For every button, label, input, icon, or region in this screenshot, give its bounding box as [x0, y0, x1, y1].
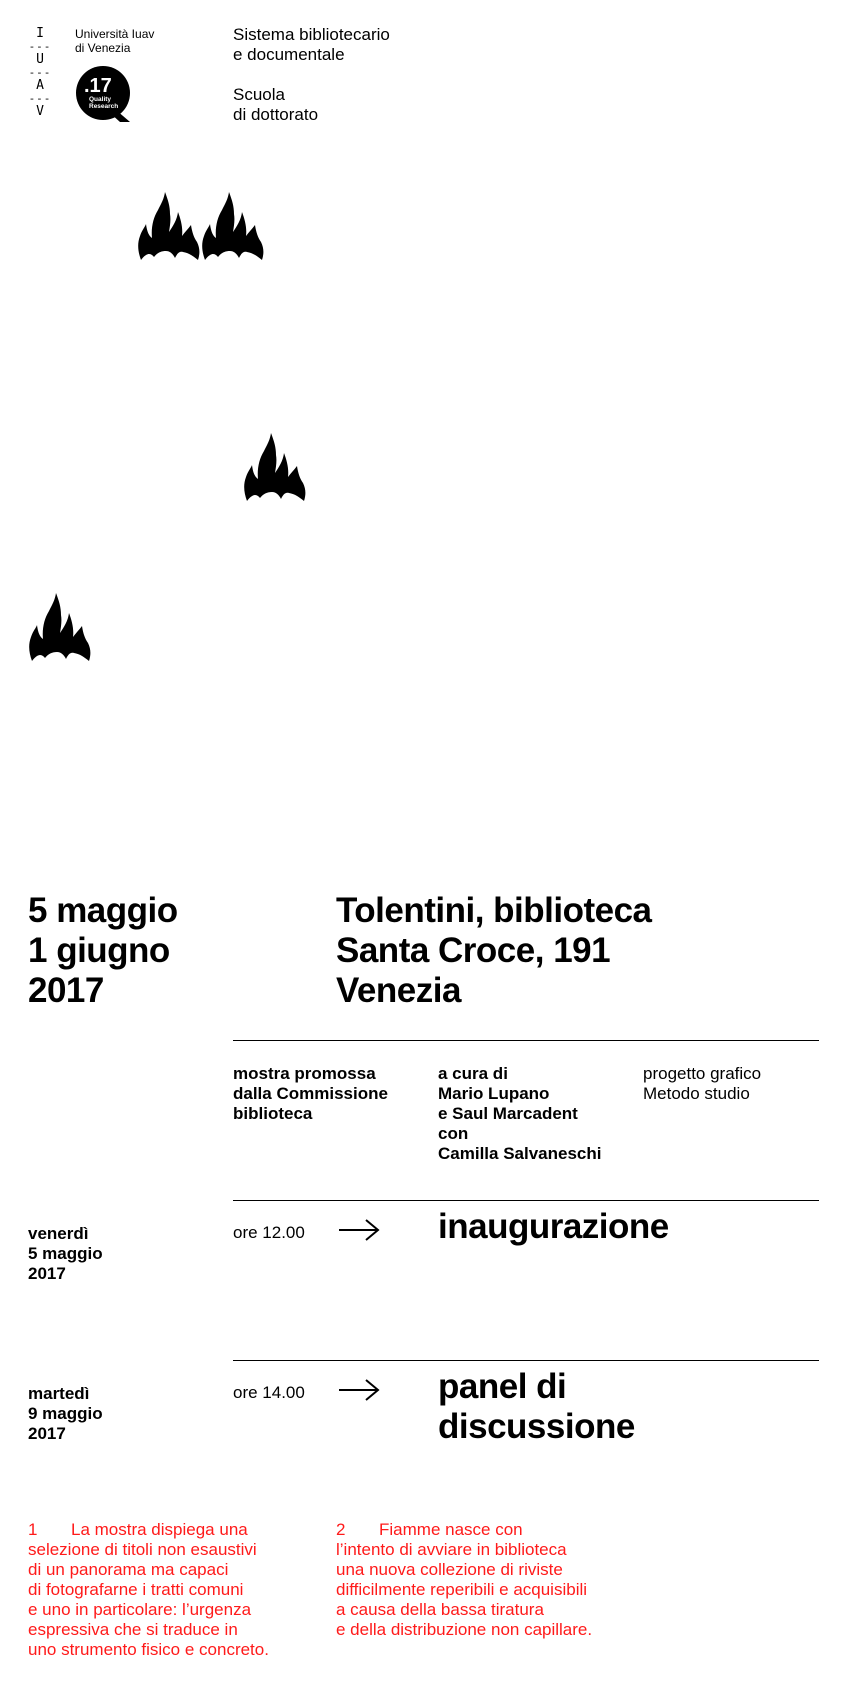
- divider: [233, 1360, 819, 1361]
- note-number: 2: [336, 1520, 346, 1539]
- note-1: 1 La mostra dispiega una selezione di titoli non esaustivi di un panorama ma capaci di fotografarne i tratti comuni e uno in particolare: l’urgenza espressiva che si traduce in uno strumento fisico e concreto.: [28, 1520, 269, 1659]
- badge-number: .17: [84, 75, 112, 97]
- divider: [233, 1040, 819, 1041]
- graphic-design: progetto grafico Metodo studio: [643, 1064, 762, 1103]
- flame-icon: [243, 431, 307, 503]
- badge-line-2: Research: [89, 103, 119, 110]
- university-name: Università Iuav di Venezia: [75, 27, 155, 55]
- flame-icon: [28, 591, 92, 663]
- badge-line-1: Quality: [89, 96, 112, 103]
- event-title: inaugurazione: [438, 1207, 669, 1246]
- event-date: venerdì 5 maggio 2017: [28, 1224, 103, 1283]
- arrow-right-icon: [338, 1218, 380, 1242]
- note-number: 1: [28, 1520, 38, 1539]
- logo-letter-v: V: [36, 104, 44, 119]
- event-date: martedì 9 maggio 2017: [28, 1384, 103, 1443]
- flame-icon: [137, 190, 201, 262]
- logo-letter-i: I: [36, 26, 44, 41]
- quality-research-badge: [76, 66, 132, 122]
- iuav-logo: I --- U --- A --- V: [24, 27, 56, 118]
- promoted-by: mostra promossa dalla Commissione biblioteca: [233, 1064, 388, 1123]
- event-time: ore 12.00: [233, 1223, 305, 1242]
- logo-letter-u: U: [36, 52, 44, 67]
- event-title: panel di discussione: [438, 1367, 635, 1446]
- flame-icon: [201, 190, 265, 262]
- event-time: ore 14.00: [233, 1383, 305, 1402]
- library-system-title: Sistema bibliotecario e documentale: [233, 25, 390, 64]
- exhibition-location: Tolentini, biblioteca Santa Croce, 191 Venezia: [336, 891, 652, 1010]
- arrow-right-icon: [338, 1378, 380, 1402]
- logo-letter-a: A: [36, 78, 44, 93]
- exhibition-dates: 5 maggio 1 giugno 2017: [28, 891, 178, 1010]
- curators: a cura di Mario Lupano e Saul Marcadent con Camilla Salvaneschi: [438, 1064, 602, 1163]
- divider: [233, 1200, 819, 1201]
- doctoral-school-title: Scuola di dottorato: [233, 85, 319, 124]
- note-2: 2 Fiamme nasce con l’intento di avviare in biblioteca una nuova collezione di riviste difficilmente reperibili e acquisibili a causa della bassa tiratura e della distribuzione non capillare.: [336, 1520, 593, 1639]
